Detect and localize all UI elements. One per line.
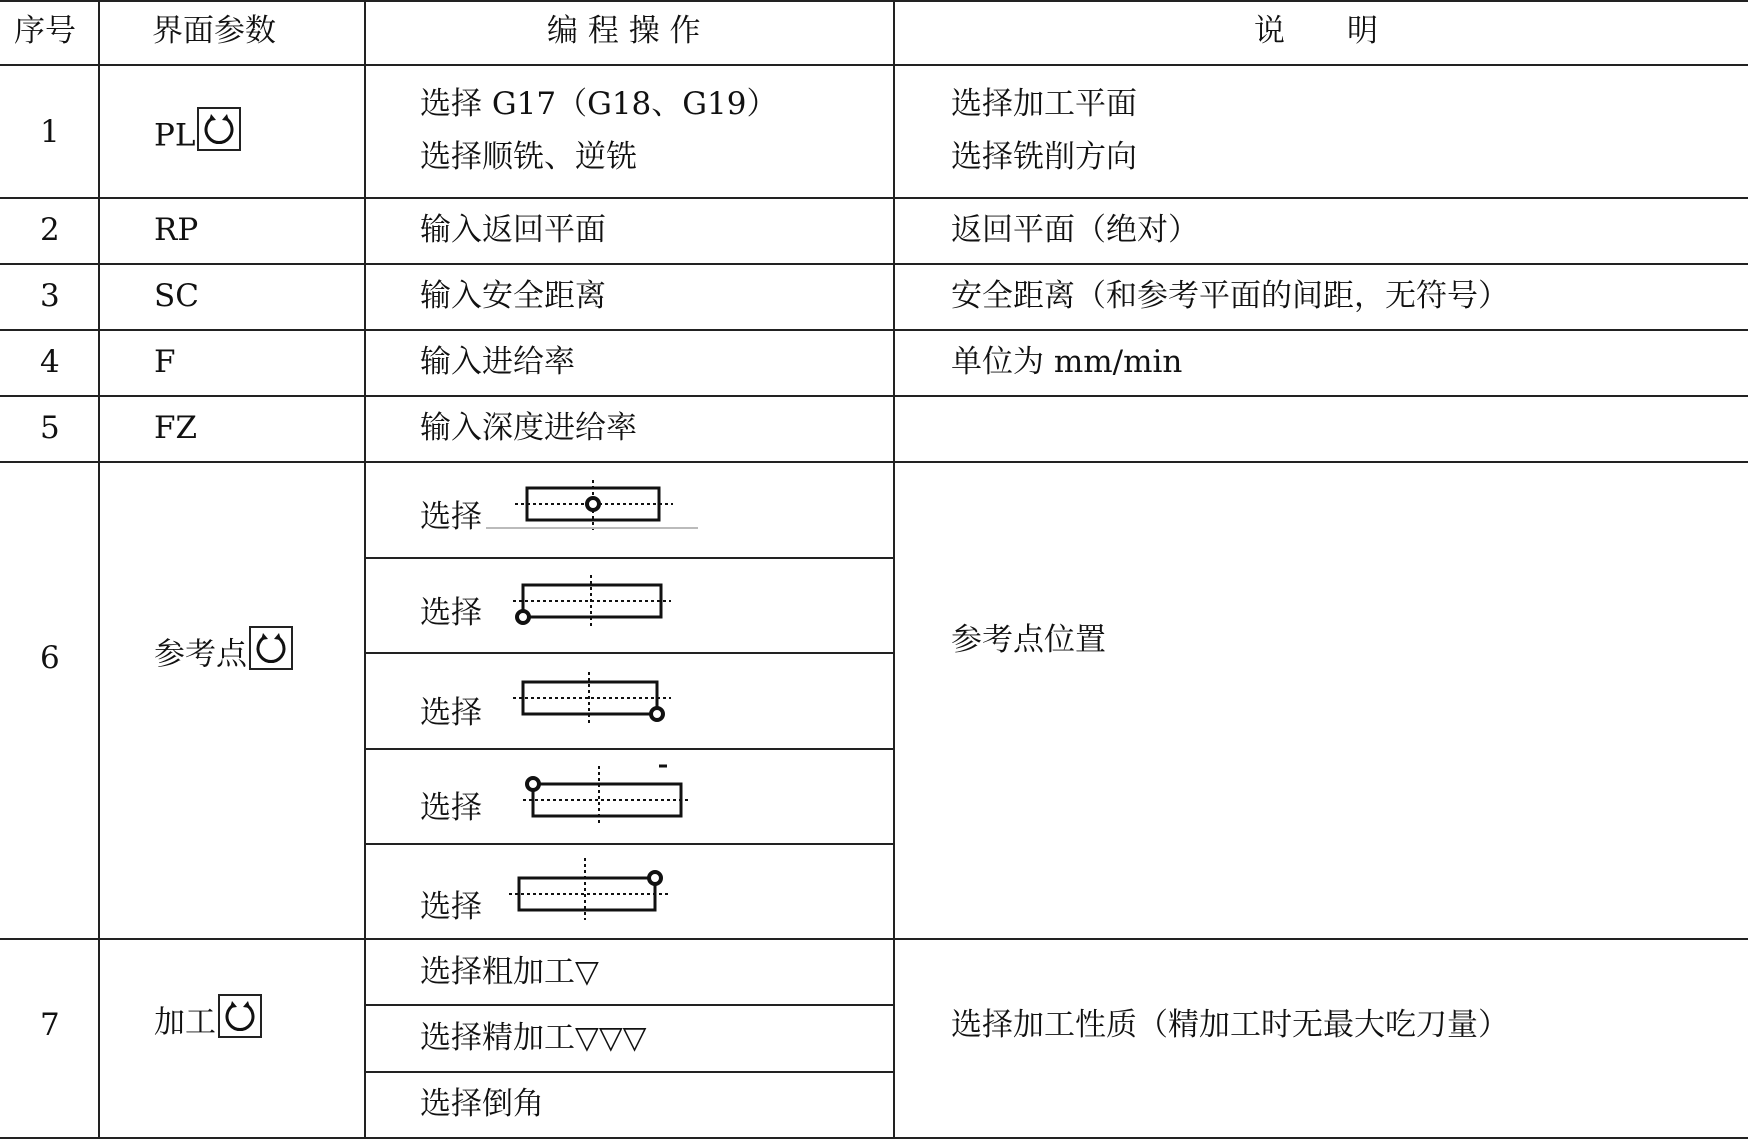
row-7-param — [154, 1002, 262, 1046]
ref-top-right-icon — [505, 856, 685, 926]
row-5-no: 5 — [40, 410, 60, 446]
row-3-desc: 安全距离（和参考平面的间距，无符号） — [951, 278, 1509, 314]
row-2-op: 输入返回平面 — [420, 212, 606, 248]
cycle-icon — [197, 107, 241, 151]
row-1-op-1: 选择 G17（G18、G19） — [420, 86, 778, 122]
row-6-op-2: 选择 — [420, 595, 482, 631]
row-4-op: 输入进给率 — [420, 344, 575, 380]
row-1-desc-1: 选择加工平面 — [951, 86, 1137, 122]
row-6-no: 6 — [40, 640, 60, 676]
row-2-param: RP — [154, 212, 199, 248]
row-1-no: 1 — [40, 114, 60, 150]
row-1-param-label: PL — [154, 117, 196, 154]
row-7-op-1: 选择粗加工▽ — [420, 954, 599, 990]
row-3-op: 输入安全距离 — [420, 278, 606, 314]
row-6-op-1: 选择 — [420, 499, 482, 535]
row-7-param-label: 加工 — [154, 1004, 216, 1041]
ref-bottom-right-icon — [505, 670, 685, 730]
row-2-desc: 返回平面（绝对） — [951, 212, 1199, 248]
row-6-op-4: 选择 — [420, 790, 482, 826]
row-4-param: F — [154, 344, 176, 380]
row-4-desc: 单位为 mm/min — [951, 344, 1183, 380]
row-5-op: 输入深度进给率 — [420, 410, 637, 446]
row-3-no: 3 — [40, 278, 60, 314]
row-7-no: 7 — [40, 1007, 60, 1043]
row-1-param — [154, 115, 241, 159]
row-5-param: FZ — [154, 410, 198, 446]
row-6-param — [154, 634, 293, 678]
header-operation: 编 程 操 作 — [547, 13, 701, 49]
row-4-no: 4 — [40, 344, 60, 380]
row-7-op-3: 选择倒角 — [420, 1086, 544, 1122]
header-seq: 序号 — [14, 13, 76, 49]
row-1-desc-2: 选择铣削方向 — [951, 139, 1137, 175]
cycle-icon — [249, 626, 293, 670]
row-7-desc: 选择加工性质（精加工时无最大吃刀量） — [951, 1007, 1509, 1043]
row-1-op-2: 选择顺铣、逆铣 — [420, 139, 637, 175]
row-2-no: 2 — [40, 212, 60, 248]
header-param: 界面参数 — [152, 13, 276, 49]
row-6-op-3: 选择 — [420, 695, 482, 731]
ref-bottom-left-icon — [505, 575, 685, 635]
cycle-icon — [218, 994, 262, 1038]
row-6-op-5: 选择 — [420, 889, 482, 925]
ref-center-icon — [480, 480, 710, 540]
ref-top-left-icon — [515, 760, 695, 830]
row-6-param-label: 参考点 — [154, 636, 247, 673]
header-description: 说 明 — [1254, 13, 1378, 49]
row-7-op-2: 选择精加工▽▽▽ — [420, 1020, 647, 1056]
row-6-desc: 参考点位置 — [951, 622, 1106, 658]
row-3-param: SC — [154, 278, 199, 314]
